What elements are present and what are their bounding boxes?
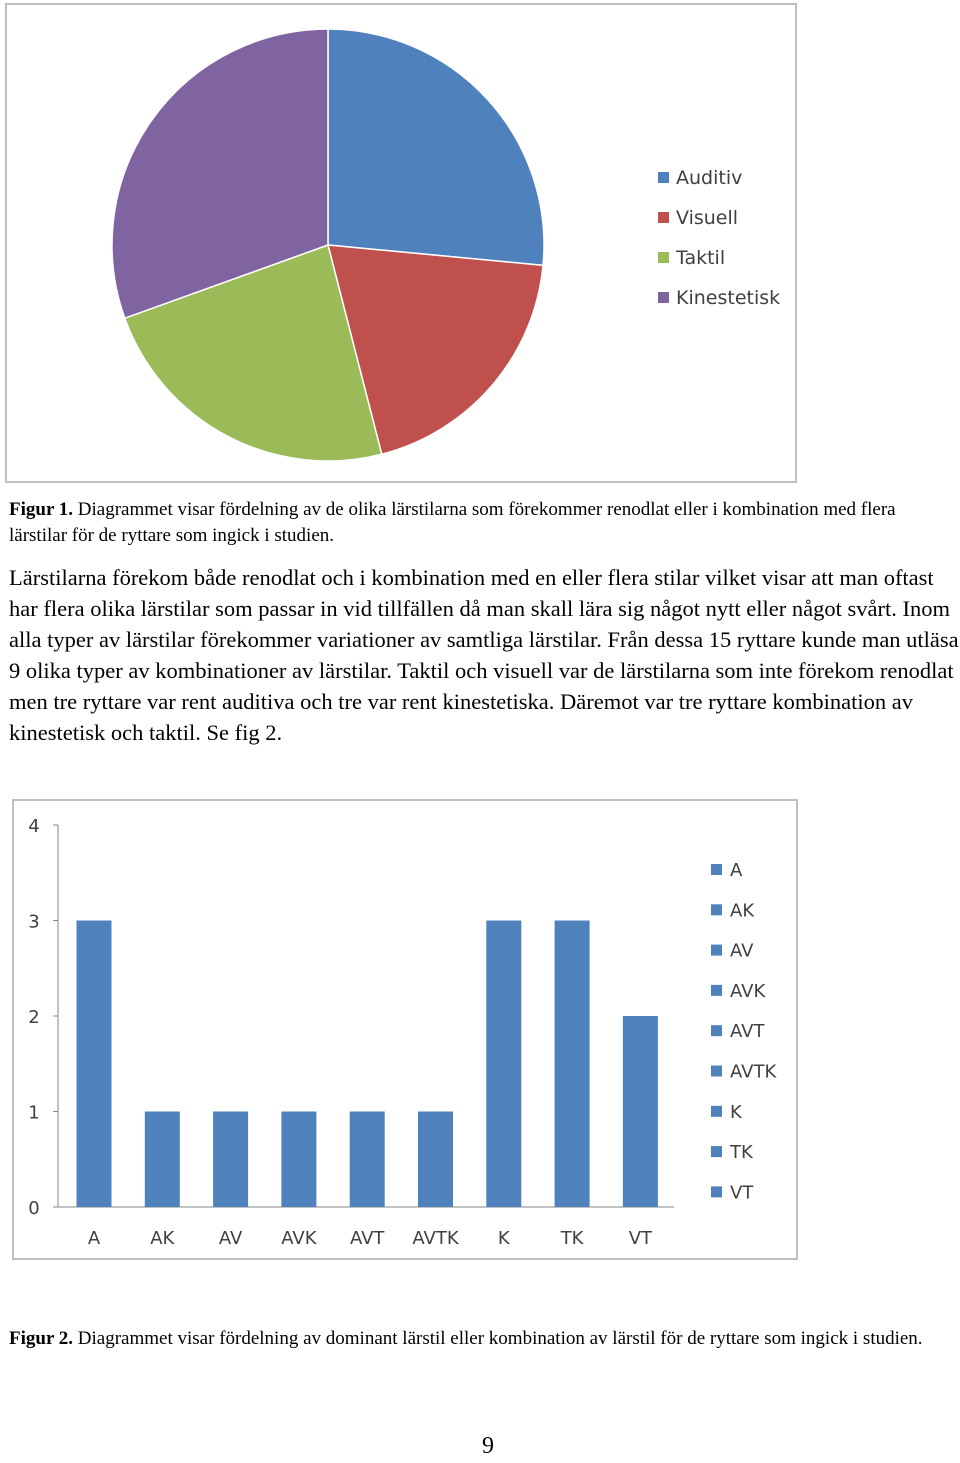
pie-legend-swatch-kinestetisk bbox=[658, 292, 669, 303]
pie-chart-frame bbox=[5, 3, 797, 483]
bar-k bbox=[486, 921, 521, 1208]
x-label-tk: TK bbox=[560, 1228, 584, 1249]
figure-1-text: Diagrammet visar fördelning av de olika lärstilarna som förekommer renodlat eller i kombination med flera lärstilar för de ryttare som ingick i studien. bbox=[9, 499, 896, 546]
bar-legend-label-ak: AK bbox=[730, 900, 755, 922]
bar-legend-label-k: K bbox=[730, 1101, 742, 1123]
figure-1-label: Figur 1. bbox=[9, 499, 74, 520]
bar-legend-swatch-ak bbox=[711, 904, 722, 915]
x-label-vt: VT bbox=[628, 1228, 653, 1249]
bar-legend-swatch-avk bbox=[711, 985, 722, 996]
bar-legend-swatch-avt bbox=[711, 1025, 722, 1036]
y-tick-label-3: 3 bbox=[28, 911, 40, 933]
bar-bars bbox=[77, 921, 658, 1208]
x-label-avt: AVT bbox=[349, 1228, 385, 1249]
x-label-avtk: AVTK bbox=[412, 1228, 459, 1249]
pie-legend-label-auditiv: Auditiv bbox=[676, 167, 743, 189]
x-label-avk: AVK bbox=[281, 1228, 317, 1249]
y-tick-label-0: 0 bbox=[28, 1198, 40, 1219]
bar-avtk bbox=[418, 1112, 453, 1208]
y-tick-label-2: 2 bbox=[28, 1007, 40, 1028]
bar-ak bbox=[145, 1112, 180, 1208]
pie-legend-swatch-taktil bbox=[658, 252, 669, 263]
page-number: 9 bbox=[482, 1433, 494, 1459]
figure-2-caption bbox=[9, 1326, 954, 1352]
x-label-ak: AK bbox=[150, 1228, 175, 1249]
pie-legend-label-visuell: Visuell bbox=[676, 207, 739, 229]
bar-legend-label-avtk: AVTK bbox=[730, 1061, 777, 1083]
bar-legend-swatch-avtk bbox=[711, 1066, 722, 1077]
bar-av bbox=[213, 1112, 248, 1208]
figure-2-label: Figur 2. bbox=[9, 1328, 74, 1349]
body-paragraph: Lärstilarna förekom både renodlat och i kombination med en eller flera stilar vilket visar att man oftast har flera olika lärstilar som passar in vid tillfällen då man skall lära sig något nytt eller något svårt. Inom alla typer av lärstilar förekommer variationer av samtliga lärstilar. Från dessa 15 ryttare kunde man utläsa 9 olika typer av kombinationer av lärstilar. Taktil och visuell var de lärstilarna som inte förekom renodlat men tre ryttare var rent auditiva och tre var rent kinestetiska. Däremot var tre ryttare kombination av kinestetisk och taktil. Se fig 2. bbox=[9, 565, 959, 745]
bar-x-labels bbox=[88, 1228, 653, 1249]
pie-chart bbox=[7, 5, 795, 481]
bar-legend-swatch-tk bbox=[711, 1146, 722, 1157]
bar-legend-label-tk: TK bbox=[730, 1142, 753, 1164]
bar-legend-swatch-k bbox=[711, 1106, 722, 1117]
bar-legend-label-av: AV bbox=[730, 940, 754, 962]
pie-legend bbox=[658, 167, 780, 309]
bar-legend-label-avt: AVT bbox=[730, 1021, 765, 1043]
bar-tk bbox=[555, 921, 590, 1208]
bar-avt bbox=[350, 1112, 385, 1208]
pie-slice-auditiv bbox=[328, 29, 544, 265]
pie-legend-label-kinestetisk: Kinestetisk bbox=[676, 287, 781, 309]
bar-legend-label-a: A bbox=[730, 860, 743, 881]
x-label-a: A bbox=[87, 1228, 101, 1249]
figure-2-text: Diagrammet visar fördelning av dominant lärstil eller kombination av lärstil för de ryttare som ingick i studien. bbox=[73, 1328, 923, 1349]
bar-vt bbox=[623, 1016, 658, 1207]
pie-slices bbox=[112, 29, 544, 461]
bar-legend-label-avk: AVK bbox=[730, 980, 766, 1002]
bar-legend-label-vt: VT bbox=[730, 1182, 754, 1204]
x-label-k: K bbox=[497, 1228, 510, 1249]
bar-a bbox=[77, 921, 112, 1208]
bar-chart bbox=[14, 801, 796, 1258]
pie-legend-swatch-auditiv bbox=[658, 172, 669, 183]
pie-legend-swatch-visuell bbox=[658, 212, 669, 223]
pie-legend-label-taktil: Taktil bbox=[676, 247, 726, 269]
bar-legend bbox=[711, 860, 777, 1203]
bar-chart-frame bbox=[12, 799, 798, 1260]
figure-1-caption bbox=[9, 497, 954, 549]
y-tick-label-1: 1 bbox=[28, 1102, 40, 1124]
bar-legend-swatch-av bbox=[711, 945, 722, 956]
bar-y-labels bbox=[28, 816, 39, 1219]
bar-legend-swatch-a bbox=[711, 864, 722, 875]
x-label-av: AV bbox=[218, 1228, 243, 1249]
bar-avk bbox=[281, 1112, 316, 1208]
y-tick-label-4: 4 bbox=[28, 816, 40, 837]
bar-legend-swatch-vt bbox=[711, 1186, 722, 1197]
